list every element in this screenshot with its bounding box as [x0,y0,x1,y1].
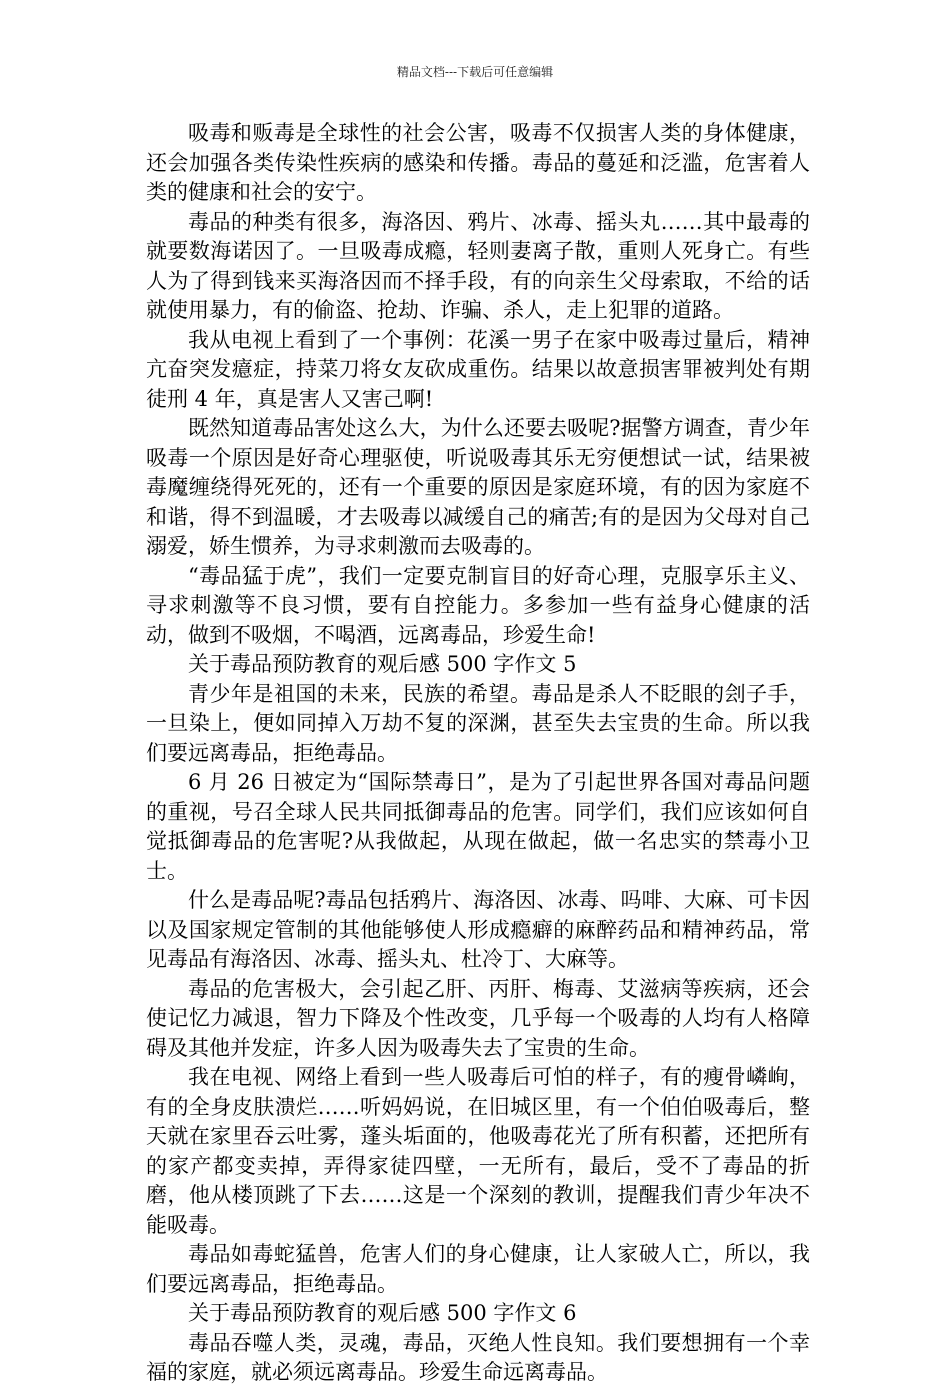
document-body [146,119,810,1388]
page-header: 精品文档---下载后可任意编辑 [396,65,554,79]
paragraph: 我从电视上看到了一个事例：花溪一男子在家中吸毒过量后，精神亢奋突发癔症，持菜刀将女友砍成重伤。结果以故意损害罪被判处有期徒刑 4 年，真是害人又害己啊! [146,327,810,411]
paragraph: 6 月 26 日被定为“国际禁毒日”，是为了引起世界各国对毒品问题的重视，号召全球人民共同抵御毒品的危害。同学们，我们应该如何自觉抵御毒品的危害呢?从我做起，从现在做起，做一名忠实的禁毒小卫士。 [146,770,810,883]
paragraph: 我在电视、网络上看到一些人吸毒后可怕的样子，有的瘦骨嶙峋，有的全身皮肤溃烂……听妈妈说，在旧城区里，有一个伯伯吸毒后，整天就在家里吞云吐雾，蓬头垢面的，他吸毒花光了所有积蓄，还把所有的家产都变卖掉，弄得家徒四壁，一无所有，最后，受不了毒品的折磨，他从楼顶跳了下去……这是一个深刻的教训，提醒我们青少年决不能吸毒。 [146,1065,810,1237]
paragraph: “毒品猛于虎”，我们一定要克制盲目的好奇心理，克服享乐主义、寻求刺激等不良习惯，要有自控能力。多参加一些有益身心健康的活动，做到不吸烟，不喝酒，远离毒品，珍爱生命! [146,563,810,647]
essay-title: 关于毒品预防教育的观后感 500 字作文 5 [188,652,577,676]
paragraph: 青少年是祖国的未来，民族的希望。毒品是杀人不眨眼的刽子手，一旦染上，便如同掉入万劫不复的深渊，甚至失去宝贵的生命。所以我们要远离毒品，拒绝毒品。 [146,681,810,765]
paragraph: 毒品吞噬人类，灵魂，毒品，灭绝人性良知。我们要想拥有一个幸福的家庭，就必须远离毒品。珍爱生命远离毒品。 [146,1330,810,1384]
paragraph: 毒品的危害极大，会引起乙肝、丙肝、梅毒、艾滋病等疾病，还会使记忆力减退，智力下降及个性改变，几乎每一个吸毒的人均有人格障碍及其他并发症，许多人因为吸毒失去了宝贵的生命。 [146,976,810,1060]
essay-title: 关于毒品预防教育的观后感 500 字作文 6 [188,1301,577,1325]
paragraph: 什么是毒品呢?毒品包括鸦片、海洛因、冰毒、吗啡、大麻、可卡因以及国家规定管制的其他能够使人形成瘾癖的麻醉药品和精神药品，常见毒品有海洛因、冰毒、摇头丸、杜冷丁、大麻等。 [146,888,810,971]
paragraph: 毒品如毒蛇猛兽，危害人们的身心健康，让人家破人亡，所以，我们要远离毒品，拒绝毒品。 [146,1242,810,1296]
paragraph: 吸毒和贩毒是全球性的社会公害，吸毒不仅损害人类的身体健康，还会加强各类传染性疾病的感染和传播。毒品的蔓延和泛滥，危害着人类的健康和社会的安宁。 [146,121,810,204]
paragraph: 毒品的种类有很多，海洛因、鸦片、冰毒、摇头丸……其中最毒的就要数海诺因了。一旦吸毒成瘾，轻则妻离子散，重则人死身亡。有些人为了得到钱来买海洛因而不择手段，有的向亲生父母索取，不给的话就使用暴力，有的偷盗、抢劫、诈骗、杀人，走上犯罪的道路。 [146,209,810,322]
paragraph: 既然知道毒品害处这么大，为什么还要去吸呢?据警方调查，青少年吸毒一个原因是好奇心理驱使，听说吸毒其乐无穷便想试一试，结果被毒魔缠绕得死死的，还有一个重要的原因是家庭环境，有的因为家庭不和谐，得不到温暖，才去吸毒以减缓自己的痛苦;有的是因为父母对自己溺爱，娇生惯养，为寻求刺激而去吸毒的。 [146,416,810,558]
